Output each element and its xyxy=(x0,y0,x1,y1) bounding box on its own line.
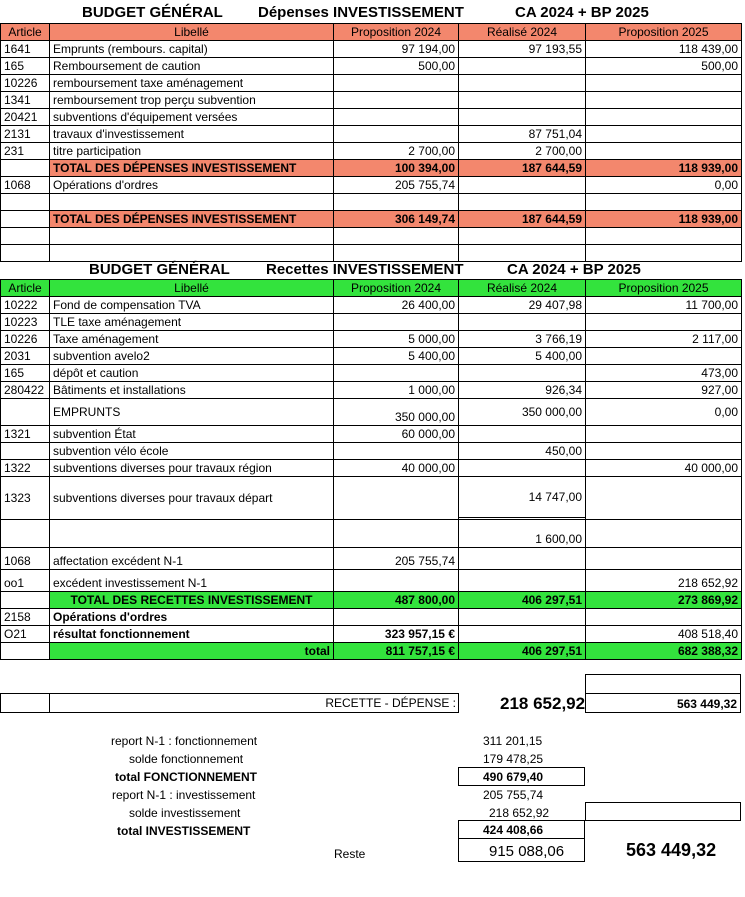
row-label: travaux d'investissement xyxy=(50,126,334,143)
empty-cell xyxy=(586,228,742,245)
row-r2024: 5 400,00 xyxy=(459,348,586,365)
summary-report-inv: 205 755,74 xyxy=(483,788,544,802)
row-label: affectation excédent N-1 xyxy=(50,548,334,570)
table-row xyxy=(1,109,742,126)
row-label: subventions diverses pour travaux région xyxy=(50,460,334,477)
summary-reste-box xyxy=(458,838,585,862)
depenses-title-budget: BUDGET GÉNÉRAL xyxy=(82,4,223,21)
table-row xyxy=(1,548,742,570)
row-r2024 xyxy=(459,570,586,592)
row-r2024: 3 766,19 xyxy=(459,331,586,348)
row-label: subvention avelo2 xyxy=(50,348,334,365)
empty-cell xyxy=(586,194,742,211)
row-article: 280422 xyxy=(1,382,50,399)
row-p2025 xyxy=(586,426,742,443)
table-row xyxy=(1,626,742,643)
row-article: 1641 xyxy=(1,41,50,58)
row-r2024: 29 407,98 xyxy=(459,297,586,314)
header-realise-2024: Réalisé 2024 xyxy=(459,280,586,297)
row-label: TLE taxe aménagement xyxy=(50,314,334,331)
row-p2024: 97 194,00 xyxy=(334,41,459,58)
empty-cell xyxy=(1,245,50,262)
table-row xyxy=(1,314,742,331)
balance-top-box xyxy=(585,674,741,694)
row-r2024 xyxy=(459,626,586,643)
row-r2024 xyxy=(459,609,586,626)
table-row xyxy=(1,426,742,443)
empty-cell xyxy=(459,194,586,211)
table-row xyxy=(1,297,742,314)
row-r2024 xyxy=(459,365,586,382)
empty-cell xyxy=(334,245,459,262)
table-row xyxy=(1,41,742,58)
row-label: Fond de compensation TVA xyxy=(50,297,334,314)
table-row xyxy=(1,443,742,460)
row-p2024: 5 000,00 xyxy=(334,331,459,348)
row-label: subvention État xyxy=(50,426,334,443)
row-p2024: 500,00 xyxy=(334,58,459,75)
row-p2024: 205 755,74 xyxy=(334,177,459,194)
row-article: 10222 xyxy=(1,297,50,314)
depenses-title-period: CA 2024 + BP 2025 xyxy=(515,4,649,21)
empty-cell xyxy=(459,245,586,262)
row-p2025 xyxy=(586,477,742,520)
grand-total-label: total xyxy=(50,643,334,660)
row-p2025: 218 652,92 xyxy=(586,570,742,592)
row-label: subvention vélo école xyxy=(50,443,334,460)
total-p2025: 273 869,92 xyxy=(586,592,742,609)
row-article xyxy=(1,643,50,660)
total-p2025: 118 939,00 xyxy=(586,160,742,177)
row-r2024 xyxy=(459,92,586,109)
empty-cell xyxy=(459,228,586,245)
row-article: 231 xyxy=(1,143,50,160)
row-article: 2031 xyxy=(1,348,50,365)
header-proposition-2024: Proposition 2024 xyxy=(334,280,459,297)
row-article: 1068 xyxy=(1,548,50,570)
row-p2025 xyxy=(586,75,742,92)
balance-2025-box xyxy=(585,693,741,713)
row-label: Emprunts (rembours. capital) xyxy=(50,41,334,58)
row-r2024 xyxy=(459,177,586,194)
table-row xyxy=(1,609,742,626)
summary-reste-2025: 563 449,32 xyxy=(626,840,717,860)
row-article xyxy=(1,443,50,460)
row-article: 20421 xyxy=(1,109,50,126)
summary-total-fonct-label: total FONCTIONNEMENT xyxy=(115,770,257,784)
header-realise-2024: Réalisé 2024 xyxy=(459,24,586,41)
recettes-header-row xyxy=(1,280,742,297)
table-row xyxy=(1,460,742,477)
row-p2025 xyxy=(586,348,742,365)
total-label: TOTAL DES RECETTES INVESTISSEMENT xyxy=(50,592,334,609)
depenses-title-section: Dépenses INVESTISSEMENT xyxy=(258,4,464,21)
summary-total-inv-box xyxy=(458,820,585,839)
row-label: subventions d'équipement versées xyxy=(50,109,334,126)
row-p2024 xyxy=(334,314,459,331)
row-p2024 xyxy=(334,365,459,382)
recettes-table xyxy=(0,279,742,660)
recettes-total-row xyxy=(1,592,742,609)
summary-solde-fonct: 179 478,25 xyxy=(483,752,544,766)
row-p2025: 500,00 xyxy=(586,58,742,75)
row-article: 10226 xyxy=(1,331,50,348)
row-r2024 xyxy=(459,109,586,126)
row-r2024 xyxy=(459,58,586,75)
total-label: TOTAL DES DÉPENSES INVESTISSEMENT xyxy=(50,160,334,177)
row-p2024: 1 000,00 xyxy=(334,382,459,399)
row-label: titre participation xyxy=(50,143,334,160)
table-row xyxy=(1,177,742,194)
grand-total-p2025: 682 388,32 xyxy=(586,643,742,660)
summary-solde-inv: 218 652,92 xyxy=(489,806,550,820)
table-row xyxy=(1,126,742,143)
row-p2025: 927,00 xyxy=(586,382,742,399)
row-p2025 xyxy=(586,109,742,126)
row-p2025 xyxy=(586,314,742,331)
header-proposition-2025: Proposition 2025 xyxy=(586,24,742,41)
table-row xyxy=(1,75,742,92)
row-p2025 xyxy=(586,143,742,160)
summary-report-fonct-label: report N-1 : fonctionnement xyxy=(111,734,258,748)
row-r2024: 87 751,04 xyxy=(459,126,586,143)
row-label: Bâtiments et installations xyxy=(50,382,334,399)
empty-cell xyxy=(334,194,459,211)
row-p2024 xyxy=(334,92,459,109)
row-p2024: 60 000,00 xyxy=(334,426,459,443)
empty-row xyxy=(1,245,742,262)
row-r2024: 14 747,00 xyxy=(459,477,586,518)
total-r2024: 187 644,59 xyxy=(459,211,586,228)
summary-solde-inv-label: solde investissement xyxy=(129,806,241,820)
row-r2024: 1 600,00 xyxy=(459,520,586,548)
summary-report-inv-label: report N-1 : investissement xyxy=(112,788,256,802)
header-libelle: Libellé xyxy=(50,280,334,297)
row-r2024: 450,00 xyxy=(459,443,586,460)
row-p2024: 205 755,74 xyxy=(334,548,459,570)
depenses-total-row xyxy=(1,160,742,177)
empty-cell xyxy=(1,228,50,245)
row-p2025 xyxy=(586,548,742,570)
empty-cell xyxy=(50,245,334,262)
summary-total-fonct-box xyxy=(458,767,585,786)
emprunts-label: EMPRUNTS xyxy=(50,399,334,426)
row-label: Taxe aménagement xyxy=(50,331,334,348)
empty-cell xyxy=(50,520,334,548)
table-row xyxy=(1,382,742,399)
header-article: Article xyxy=(1,24,50,41)
row-p2025: 408 518,40 xyxy=(586,626,742,643)
row-article: 1322 xyxy=(1,460,50,477)
recettes-title-period: CA 2024 + BP 2025 xyxy=(507,261,641,278)
table-row xyxy=(1,92,742,109)
depart-row-a xyxy=(1,477,742,518)
summary-report-fonct: 311 201,15 xyxy=(483,734,543,748)
row-p2024 xyxy=(334,75,459,92)
row-p2024 xyxy=(334,570,459,592)
table-row xyxy=(1,365,742,382)
recettes-title-section: Recettes INVESTISSEMENT xyxy=(266,261,464,278)
emprunts-r2024: 350 000,00 xyxy=(459,399,586,426)
empty-row xyxy=(1,228,742,245)
row-p2025: 40 000,00 xyxy=(586,460,742,477)
summary-solde-inv-box xyxy=(585,802,741,821)
row-p2024: 5 400,00 xyxy=(334,348,459,365)
row-article: 10226 xyxy=(1,75,50,92)
row-r2024: 97 193,55 xyxy=(459,41,586,58)
header-libelle: Libellé xyxy=(50,24,334,41)
row-article: 2131 xyxy=(1,126,50,143)
grand-total-r2024: 406 297,51 xyxy=(459,643,586,660)
row-r2024 xyxy=(459,426,586,443)
empty-cell xyxy=(334,228,459,245)
row-label: subventions diverses pour travaux départ xyxy=(50,477,334,520)
recettes-grand-total-row xyxy=(1,643,742,660)
table-row xyxy=(1,570,742,592)
row-article: 165 xyxy=(1,365,50,382)
summary-total-inv: 424 408,66 xyxy=(483,823,544,837)
row-label: Opérations d'ordres xyxy=(50,609,334,626)
row-r2024: 2 700,00 xyxy=(459,143,586,160)
balance-label: RECETTE - DÉPENSE : xyxy=(325,696,456,710)
row-p2025: 0,00 xyxy=(586,177,742,194)
row-p2024: 26 400,00 xyxy=(334,297,459,314)
row-r2024 xyxy=(459,548,586,570)
row-article: oo1 xyxy=(1,570,50,592)
row-p2025 xyxy=(586,126,742,143)
row-p2024 xyxy=(334,477,459,520)
header-article: Article xyxy=(1,280,50,297)
row-article xyxy=(1,160,50,177)
row-article: 1321 xyxy=(1,426,50,443)
row-label: remboursement taxe aménagement xyxy=(50,75,334,92)
row-article xyxy=(1,592,50,609)
table-row xyxy=(1,331,742,348)
row-article xyxy=(1,211,50,228)
row-p2024 xyxy=(334,609,459,626)
row-p2025: 118 439,00 xyxy=(586,41,742,58)
row-p2024 xyxy=(334,126,459,143)
empty-cell xyxy=(334,520,459,548)
row-r2024 xyxy=(459,75,586,92)
empty-cell xyxy=(50,194,334,211)
row-label: Remboursement de caution xyxy=(50,58,334,75)
row-article: 165 xyxy=(1,58,50,75)
depart-row-c xyxy=(1,520,742,548)
row-label: dépôt et caution xyxy=(50,365,334,382)
row-p2025 xyxy=(586,92,742,109)
row-article xyxy=(1,399,50,426)
total-r2024: 406 297,51 xyxy=(459,592,586,609)
total-p2024: 100 394,00 xyxy=(334,160,459,177)
row-label: excédent investissement N-1 xyxy=(50,570,334,592)
total-p2024: 487 800,00 xyxy=(334,592,459,609)
table-row xyxy=(1,143,742,160)
header-proposition-2025: Proposition 2025 xyxy=(586,280,742,297)
row-p2025: 473,00 xyxy=(586,365,742,382)
row-article: 1323 xyxy=(1,477,50,520)
row-p2024: 323 957,15 € xyxy=(334,626,459,643)
empty-cell xyxy=(586,245,742,262)
row-article: 10223 xyxy=(1,314,50,331)
total-p2024: 306 149,74 xyxy=(334,211,459,228)
row-p2024: 40 000,00 xyxy=(334,460,459,477)
empty-cell xyxy=(1,520,50,548)
balance-value: 218 652,92 xyxy=(500,694,586,713)
balance-2025-value: 563 449,32 xyxy=(676,697,737,711)
row-p2024 xyxy=(334,443,459,460)
emprunts-row xyxy=(1,399,742,426)
row-article: O21 xyxy=(1,626,50,643)
row-r2024: 926,34 xyxy=(459,382,586,399)
depenses-header-row xyxy=(1,24,742,41)
row-label: remboursement trop perçu subvention xyxy=(50,92,334,109)
depenses-grand-total-row xyxy=(1,211,742,228)
row-p2025 xyxy=(586,609,742,626)
summary-total-fonct: 490 679,40 xyxy=(483,770,544,784)
total-p2025: 118 939,00 xyxy=(586,211,742,228)
row-article: 2158 xyxy=(1,609,50,626)
empty-cell xyxy=(586,520,742,548)
table-row xyxy=(1,58,742,75)
row-p2025: 2 117,00 xyxy=(586,331,742,348)
recettes-title-budget: BUDGET GÉNÉRAL xyxy=(89,261,230,278)
total-r2024: 187 644,59 xyxy=(459,160,586,177)
row-r2024 xyxy=(459,314,586,331)
row-p2025 xyxy=(586,443,742,460)
empty-row xyxy=(1,194,742,211)
summary-total-inv-label: total INVESTISSEMENT xyxy=(117,824,251,838)
total-label: TOTAL DES DÉPENSES INVESTISSEMENT xyxy=(50,211,334,228)
row-label: résultat fonctionnement xyxy=(50,626,334,643)
summary-reste-label: Reste xyxy=(334,847,366,861)
empty-cell xyxy=(1,194,50,211)
row-label: Opérations d'ordres xyxy=(50,177,334,194)
row-p2024 xyxy=(334,109,459,126)
row-p2024: 2 700,00 xyxy=(334,143,459,160)
grand-total-p2024: 811 757,15 € xyxy=(334,643,459,660)
row-article: 1068 xyxy=(1,177,50,194)
header-proposition-2024: Proposition 2024 xyxy=(334,24,459,41)
balance-article-box xyxy=(0,693,50,713)
emprunts-p2024: 350 000,00 xyxy=(334,399,459,426)
empty-cell xyxy=(50,228,334,245)
table-row xyxy=(1,348,742,365)
row-r2024 xyxy=(459,460,586,477)
balance-label-box xyxy=(49,693,459,713)
row-article: 1341 xyxy=(1,92,50,109)
row-p2025: 11 700,00 xyxy=(586,297,742,314)
depenses-table xyxy=(0,23,742,262)
summary-solde-fonct-label: solde fonctionnement xyxy=(129,752,244,766)
emprunts-p2025: 0,00 xyxy=(586,399,742,426)
summary-reste: 915 088,06 xyxy=(489,843,565,860)
